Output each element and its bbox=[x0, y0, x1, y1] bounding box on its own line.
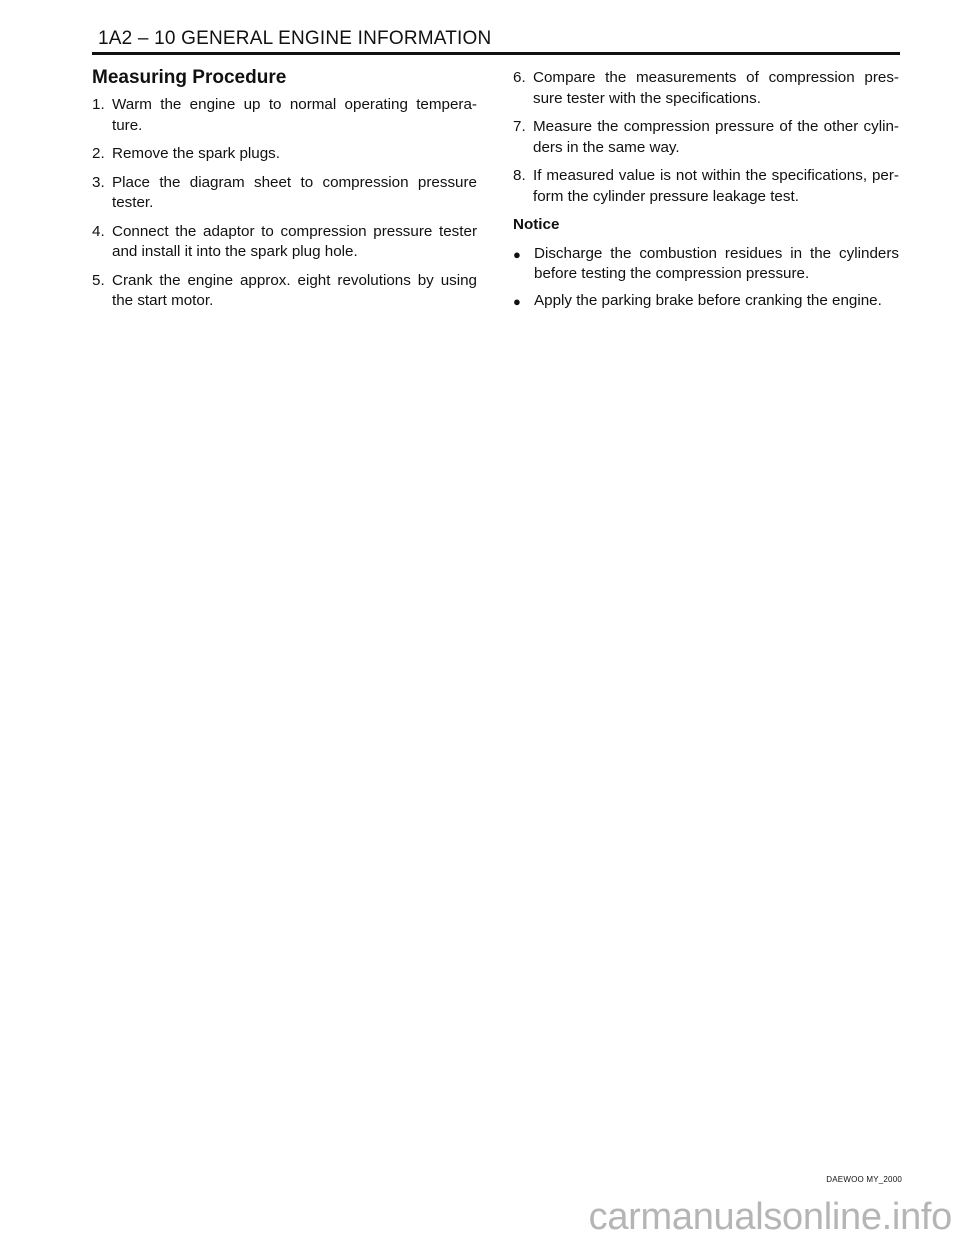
step-item bbox=[92, 271, 477, 312]
step-text: Measure the compression pressure of the other cylin-ders in the same way. bbox=[533, 118, 899, 156]
step-text: Connect the adaptor to compression pressure tester and install it into the spark plug hole. bbox=[112, 222, 477, 260]
left-column bbox=[92, 66, 477, 320]
step-item bbox=[92, 222, 477, 263]
bullet-dot-icon: ● bbox=[513, 293, 521, 309]
bullet-text: Discharge the combustion residues in the cylinders before testing the compression pressure. bbox=[534, 244, 899, 282]
step-item bbox=[92, 144, 477, 165]
step-number: 5. bbox=[92, 271, 105, 289]
right-column bbox=[513, 66, 899, 318]
step-number: 1. bbox=[92, 96, 105, 113]
step-item bbox=[92, 95, 477, 136]
notice-bullet bbox=[513, 244, 899, 285]
step-number: 8. bbox=[513, 167, 526, 184]
step-text: If measured value is not within the specifications, per-form the cylinder pressure leakage test. bbox=[533, 167, 899, 205]
step-text: Compare the measurements of compression pres-sure tester with the specifications. bbox=[533, 69, 899, 107]
header-title: 1A2 – 10 GENERAL ENGINE INFORMATION bbox=[98, 28, 492, 49]
bullet-dot-icon: ● bbox=[513, 246, 521, 262]
step-text: Warm the engine up to normal operating tempera-ture. bbox=[112, 96, 477, 134]
step-number: 4. bbox=[92, 222, 105, 240]
watermark: carmanualsonline.info bbox=[588, 1196, 952, 1238]
step-text: Crank the engine approx. eight revolutions by using the start motor. bbox=[112, 271, 477, 309]
step-item bbox=[513, 68, 899, 109]
bullet-text: Apply the parking brake before cranking the engine. bbox=[534, 291, 882, 309]
step-text: Place the diagram sheet to compression pressure tester. bbox=[112, 173, 477, 211]
notice-bullet bbox=[513, 291, 899, 313]
step-text: Remove the spark plugs. bbox=[112, 145, 280, 162]
section-heading: Measuring Procedure bbox=[92, 67, 287, 88]
footer-reference: DAEWOO MY_2000 bbox=[826, 1175, 902, 1184]
step-item bbox=[92, 173, 477, 214]
step-number: 7. bbox=[513, 118, 526, 135]
step-number: 3. bbox=[92, 173, 105, 191]
notice-heading: Notice bbox=[513, 216, 560, 233]
step-item bbox=[513, 117, 899, 158]
step-number: 6. bbox=[513, 69, 526, 86]
page-header bbox=[92, 28, 900, 55]
step-item bbox=[513, 166, 899, 207]
step-number: 2. bbox=[92, 145, 105, 162]
